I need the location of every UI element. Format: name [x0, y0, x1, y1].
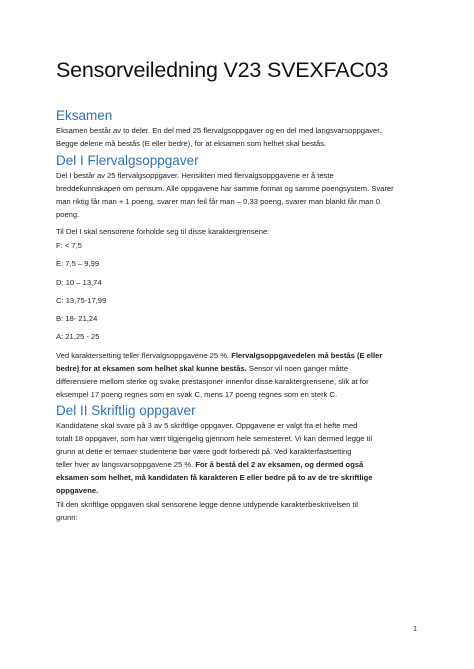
del2-line-4-bold: For å bestå del 2 av eksamen, og dermed også — [195, 459, 364, 469]
del2-line-5-bold: eksamen som helhet, må kandidaten få karakteren E eller bedre på to av de tre skriftlige — [56, 472, 373, 482]
closing-line-2: grunn: — [56, 512, 78, 522]
grade-b: B: 18- 21,24 — [56, 314, 98, 323]
page-content — [56, 0, 428, 669]
grade-a: A: 21,25 - 25 — [56, 332, 100, 341]
closing-paragraph — [56, 499, 418, 525]
del2-line-2: totalt 18 oppgaver, som har vært tilgjengelig gjennom hele semesteret. Vi kan dermed legge til — [56, 433, 373, 443]
weight-text-2: Sensor vil noen ganger måtte — [246, 363, 349, 373]
closing-line-1: Til den skriftlige oppgaven skal sensorene legge denne utdypende karakterbeskrivelsen til — [56, 500, 358, 509]
weight-line-4: eksempel 17 poeng regnes som en svak C, mens 17 poeng regnes som en sterk C. — [56, 389, 338, 399]
grade-c: C: 13,75-17,99 — [56, 296, 107, 305]
eksamen-line-2: Begge delene må bestås (E eller bedre), for at eksamen som helhet skal bestås. — [56, 138, 327, 148]
del1-intro-line-1: Del I består av 25 flervalgsoppgaver. Hensikten med flervalgsoppgavene er å teste — [56, 171, 334, 180]
weight-bold-1: Flervalgsoppgavedelen må bestås (E eller — [231, 351, 383, 360]
heading-eksamen: Eksamen — [56, 108, 113, 123]
heading-del-2: Del II Skriftlig oppgaver — [56, 403, 196, 418]
del2-line-4-text: teller hver av langsvarsoppgavene 25 %. — [56, 459, 196, 469]
weight-paragraph — [56, 350, 418, 402]
del1-intro-paragraph — [56, 170, 418, 222]
weight-bold-2: bedre) for at eksamen som helhet skal kunne bestås. — [56, 363, 247, 373]
del2-paragraph — [56, 420, 418, 497]
weight-line-3: differensiere mellom sterke og svake prestasjoner innenfor disse karaktergrensene, slik at for — [56, 376, 369, 386]
page-number: 1 — [413, 624, 418, 633]
grade-e: E: 7,5 – 9,99 — [56, 259, 100, 268]
del2-line-3: grunn at dette er temaer studentene bør være godt forberedt på. Ved karakterfastsetting — [56, 446, 352, 456]
del1-intro-line-3: man riktig får man + 1 poeng, svarer man feil får man – 0,33 poeng, svarer man blankt får man 0 — [56, 196, 380, 206]
del1-intro-line-2: breddekunnskapen om pensum. Alle oppgavene har samme format og samme poengsystem. Svarer — [56, 183, 394, 193]
heading-del-1: Del I Flervalgsoppgaver — [56, 153, 199, 168]
del2-line-6-bold: oppgavene. — [56, 485, 99, 495]
weight-line-1 — [56, 350, 418, 363]
grade-intro: Til Del I skal sensorene forholde seg til disse karaktergrensene: — [56, 227, 270, 236]
del2-line-1: Kandidatene skal svare på 3 av 5 skriftlige oppgaver. Oppgavene er valgt fra et hefte med — [56, 421, 358, 430]
grade-f: F: < 7,5 — [56, 241, 82, 250]
del1-intro-line-4: poeng. — [56, 209, 80, 219]
del2-line-5 — [56, 472, 418, 485]
document-title: Sensorveiledning V23 SVEXFAC03 — [56, 58, 389, 82]
weight-text-1: Ved karaktersetting teller flervalgsoppgavene 25 %. — [56, 351, 232, 360]
eksamen-paragraph — [56, 125, 418, 151]
grade-d: D: 10 – 13,74 — [56, 278, 102, 287]
weight-line-2 — [56, 363, 418, 376]
del2-line-4 — [56, 459, 418, 472]
del2-line-6 — [56, 485, 418, 498]
eksamen-line-1: Eksamen består av to deler. En del med 25 flervalgsoppgaver og en del med langsvarsoppgaver. — [56, 126, 382, 135]
